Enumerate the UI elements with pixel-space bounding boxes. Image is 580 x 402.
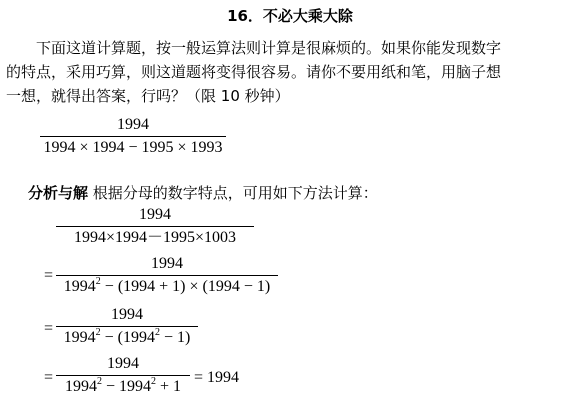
fraction-bar: [56, 226, 254, 227]
fraction-bar: [56, 375, 190, 376]
problem-fraction: [40, 116, 226, 157]
step-4-numerator: 1994: [107, 355, 139, 372]
fraction-bar: [40, 136, 226, 137]
fraction-bar: [56, 275, 278, 276]
step-2-equals: =: [44, 267, 54, 284]
step-3-denominator: $1994^2 - (1994^2 - 1)$: [63, 327, 191, 346]
problem-line-1: 下面这道计算题，按一般运算法则计算是很麻烦的。如果你能发现数字: [36, 39, 502, 57]
problem-line-3: 一想，就得出答案，行吗？（限 10 秒钟）: [6, 87, 290, 105]
step-1-denominator: 1994×1994－1995×1003: [73, 229, 237, 246]
step-4-fraction: [56, 355, 190, 396]
step-3-fraction: [56, 306, 198, 347]
fraction-bar: [56, 326, 198, 327]
step-3-numerator: 1994: [111, 306, 143, 323]
analysis-line: [28, 182, 378, 203]
step-4-equals: =: [44, 369, 54, 386]
step-2-denominator: $1994^2 - (1994 + 1) \times (1994 - 1)$: [63, 276, 271, 295]
analysis-heading: 分析与解: [28, 184, 89, 202]
step-1-numerator: 1994: [139, 206, 171, 223]
step-4-denominator: $1994^2 - 1994^2 + 1$: [64, 376, 182, 395]
problem-text: [6, 36, 576, 108]
step-2-numerator: 1994: [151, 255, 183, 272]
fraction-denominator: 1994 × 1994 − 1995 × 1993: [43, 139, 223, 156]
analysis-text: 根据分母的数字特点，可用如下方法计算：: [92, 184, 378, 202]
problem-line-2: 的特点，采用巧算，则这道题将变得很容易。请你不要用纸和笔，用脑子想: [6, 63, 502, 81]
step-1-fraction: [56, 206, 254, 247]
step-2-fraction: [56, 255, 278, 296]
fraction-numerator: 1994: [117, 116, 149, 133]
section-title: 16．不必大乘大除: [227, 7, 353, 25]
step-3-equals: =: [44, 320, 54, 337]
final-result: = 1994: [194, 369, 240, 386]
